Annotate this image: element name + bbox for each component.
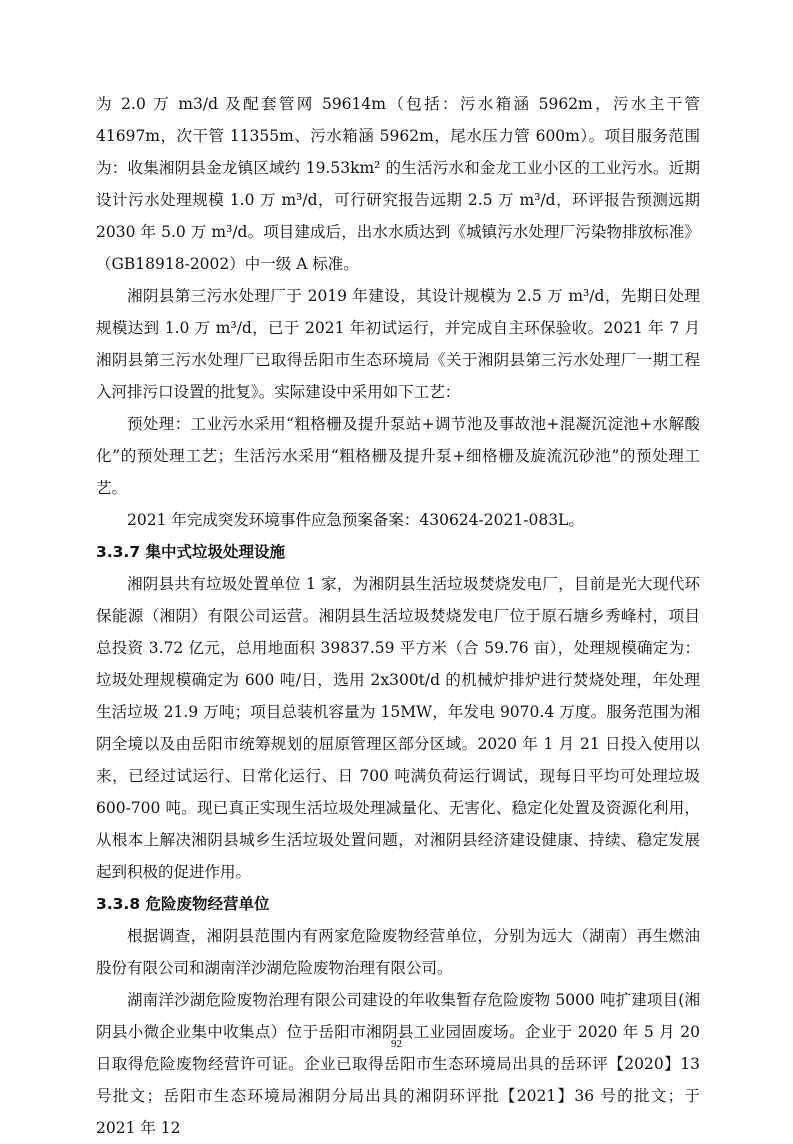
paragraph-garbage-facility: 湘阴县共有垃圾处置单位 1 家，为湘阴县生活垃圾焚烧发电厂，目前是光大现代环保能源（湘阴）有限公司运营。湘阴县生活垃圾焚烧发电厂位于原石塘乡秀峰村，项目总投资 3.72 亿元，总用地面积 39837.59 平方米（合 59.76 亩），处理规模确定为：垃圾处理规模确定为 600 吨/日，选用 2x300t/d 的机械炉排炉进行焚烧处理，年处理生活垃圾 21.9 万吨；项目总装机容量为 15MW，年发电 9070.4 万度。服务范围为湘阴全境以及由岳阳市统筹规划的屈原管理区部分区域。2020 年 1 月 21 日投入使用以来，已经过试运行、日常化运行、日 700 吨满负荷运行调试，现每日平均可处理垃圾 600-700 吨。现已真正实现生活垃圾处理减量化、无害化、稳定化处置及资源化利用，从根本上解决湘阴县城乡生活垃圾处置问题，对湘阴县经济建设健康、持续、稳定发展起到积极的促进作用。 [96, 575, 700, 881]
paragraph-hazardous-survey: 根据调查，湘阴县范围内有两家危险废物经营单位，分别为远大（湖南）再生燃油股份有限公司和湖南洋沙湖危险废物治理有限公司。 [96, 927, 700, 977]
paragraph-pretreatment: 预处理：工业污水采用“粗格栅及提升泵站+调节池及事故池+混凝沉淀池+水解酸化”的预处理工艺；生活污水采用“粗格栅及提升泵+细格栅及旋流沉砂池”的预处理工艺。 [96, 415, 700, 497]
section-heading-garbage: 3.3.7 集中式垃圾处理设施 [96, 543, 286, 561]
paragraph-emergency-plan: 2021 年完成突发环境事件应急预案备案：430624-2021-083L。 [127, 511, 584, 529]
paragraph-sewage-plant-2: 为 2.0 万 m3/d 及配套管网 59614m（包括：污水箱涵 5962m，污水主干管 41697m，次干管 11355m、污水箱涵 5962m，尾水压力管 600m）。项目服务范围为：收集湘阴县金龙镇区域约 19.53km² 的生活污水和金龙工业小区的工业污水。近期设计污水处理规模 1.0 万 m³/d，可行研究报告远期 2.5 万 m³/d，环评报告预测远期 2030 年 5.0 万 m³/d。项目建成后，出水水质达到《城镇污水处理厂污染物排放标准》（GB18918-2002）中一级 A 标准。 [96, 95, 700, 273]
section-heading-hazardous-waste: 3.3.8 危险废物经营单位 [96, 895, 270, 913]
document-page [96, 88, 700, 1144]
page-number: 92 [391, 1038, 402, 1050]
paragraph-third-sewage-plant: 湘阴县第三污水处理厂于 2019 年建设，其设计规模为 2.5 万 m³/d，先期日处理规模达到 1.0 万 m³/d，已于 2021 年初试运行，并完成自主环保验收。2021 年 7 月湘阴县第三污水处理厂已取得岳阳市生态环境局《关于湘阴县第三污水处理厂一期工程入河排污口设置的批复》。实际建设中采用如下工艺： [96, 287, 700, 401]
paragraph-yangshahu-company: 湖南洋沙湖危险废物治理有限公司建设的年收集暂存危险废物 5000 吨扩建项目(湘阴县小微企业集中收集点）位于岳阳市湘阴县工业园固废场。企业于 2020 年 5 月 20 日取得危险废物经营许可证。企业已取得岳阳市生态环境局出具的岳环评【2020】13 号批文；岳阳市生态环境局湘阴分局出具的湘阴环评批【2021】36 号的批文；于 2021 年 12 [96, 991, 700, 1137]
